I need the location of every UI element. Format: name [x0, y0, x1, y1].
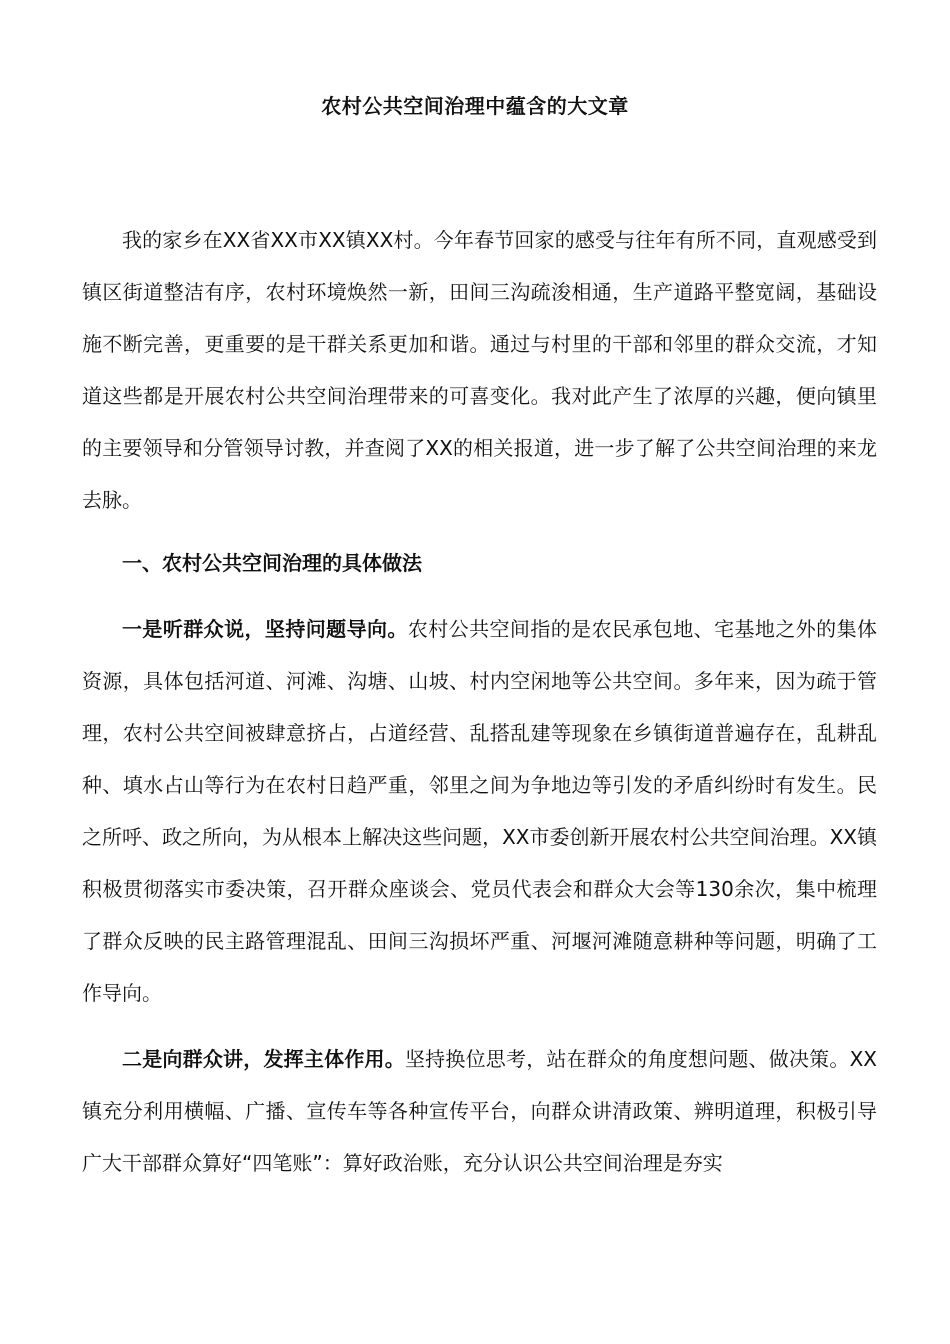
- point-one-body: 农村公共空间指的是农民承包地、宅基地之外的集体资源，具体包括河道、河滩、沟塘、山坡、村内空闲地等公共空间。多年来，因为疏于管理，农村公共空间被肆意挤占，占道经营、乱搭乱建等现象在乡镇街道普遍存在，乱耕乱种、填水占山等行为在农村日趋严重，邻里之间为争地边等引发的矛盾纠纷时有发生。民之所呼、政之所向，为从根本上解决这些问题，XX市委创新开展农村公共空间治理。XX镇积极贯彻落实市委决策，召开群众座谈会、党员代表会和群众大会等130余次，集中梳理了群众反映的民主路管理混乱、田间三沟损坏严重、河堰河滩随意耕种等问题，明确了工作导向。: [82, 617, 878, 1005]
- intro-paragraph: 我的家乡在XX省XX市XX镇XX村。今年春节回家的感受与往年有所不同，直观感受到镇区街道整洁有序，农村环境焕然一新，田间三沟疏浚相通，生产道路平整宽阔，基础设施不断完善，更重要的是干群关系更加和谐。通过与村里的干部和邻里的群众交流，才知道这些都是开展农村公共空间治理带来的可喜变化。我对此产生了浓厚的兴趣，便向镇里的主要领导和分管领导讨教，并查阅了XX的相关报道，进一步了解了公共空间治理的来龙去脉。: [82, 228, 877, 512]
- point-two-body: 坚持换位思考，站在群众的角度想问题、做决策。XX镇充分利用横幅、广播、宣传车等各种宣传平台，向群众讲清政策、辨明道理，积极引导广大干部群众算好“四笔账”：算好政治账，充分认识公共空间治理是夯实: [82, 1047, 877, 1175]
- section-heading: 一、农村公共空间治理的具体做法: [122, 551, 422, 575]
- point-one-lead: 一是听群众说，坚持问题导向。: [122, 617, 408, 641]
- document-title: 农村公共空间治理中蕴含的大文章: [321, 94, 629, 118]
- point-two-lead: 二是向群众讲，发挥主体作用。: [122, 1047, 405, 1071]
- point-one-paragraph: [82, 603, 877, 1019]
- point-two-paragraph: [82, 1033, 877, 1189]
